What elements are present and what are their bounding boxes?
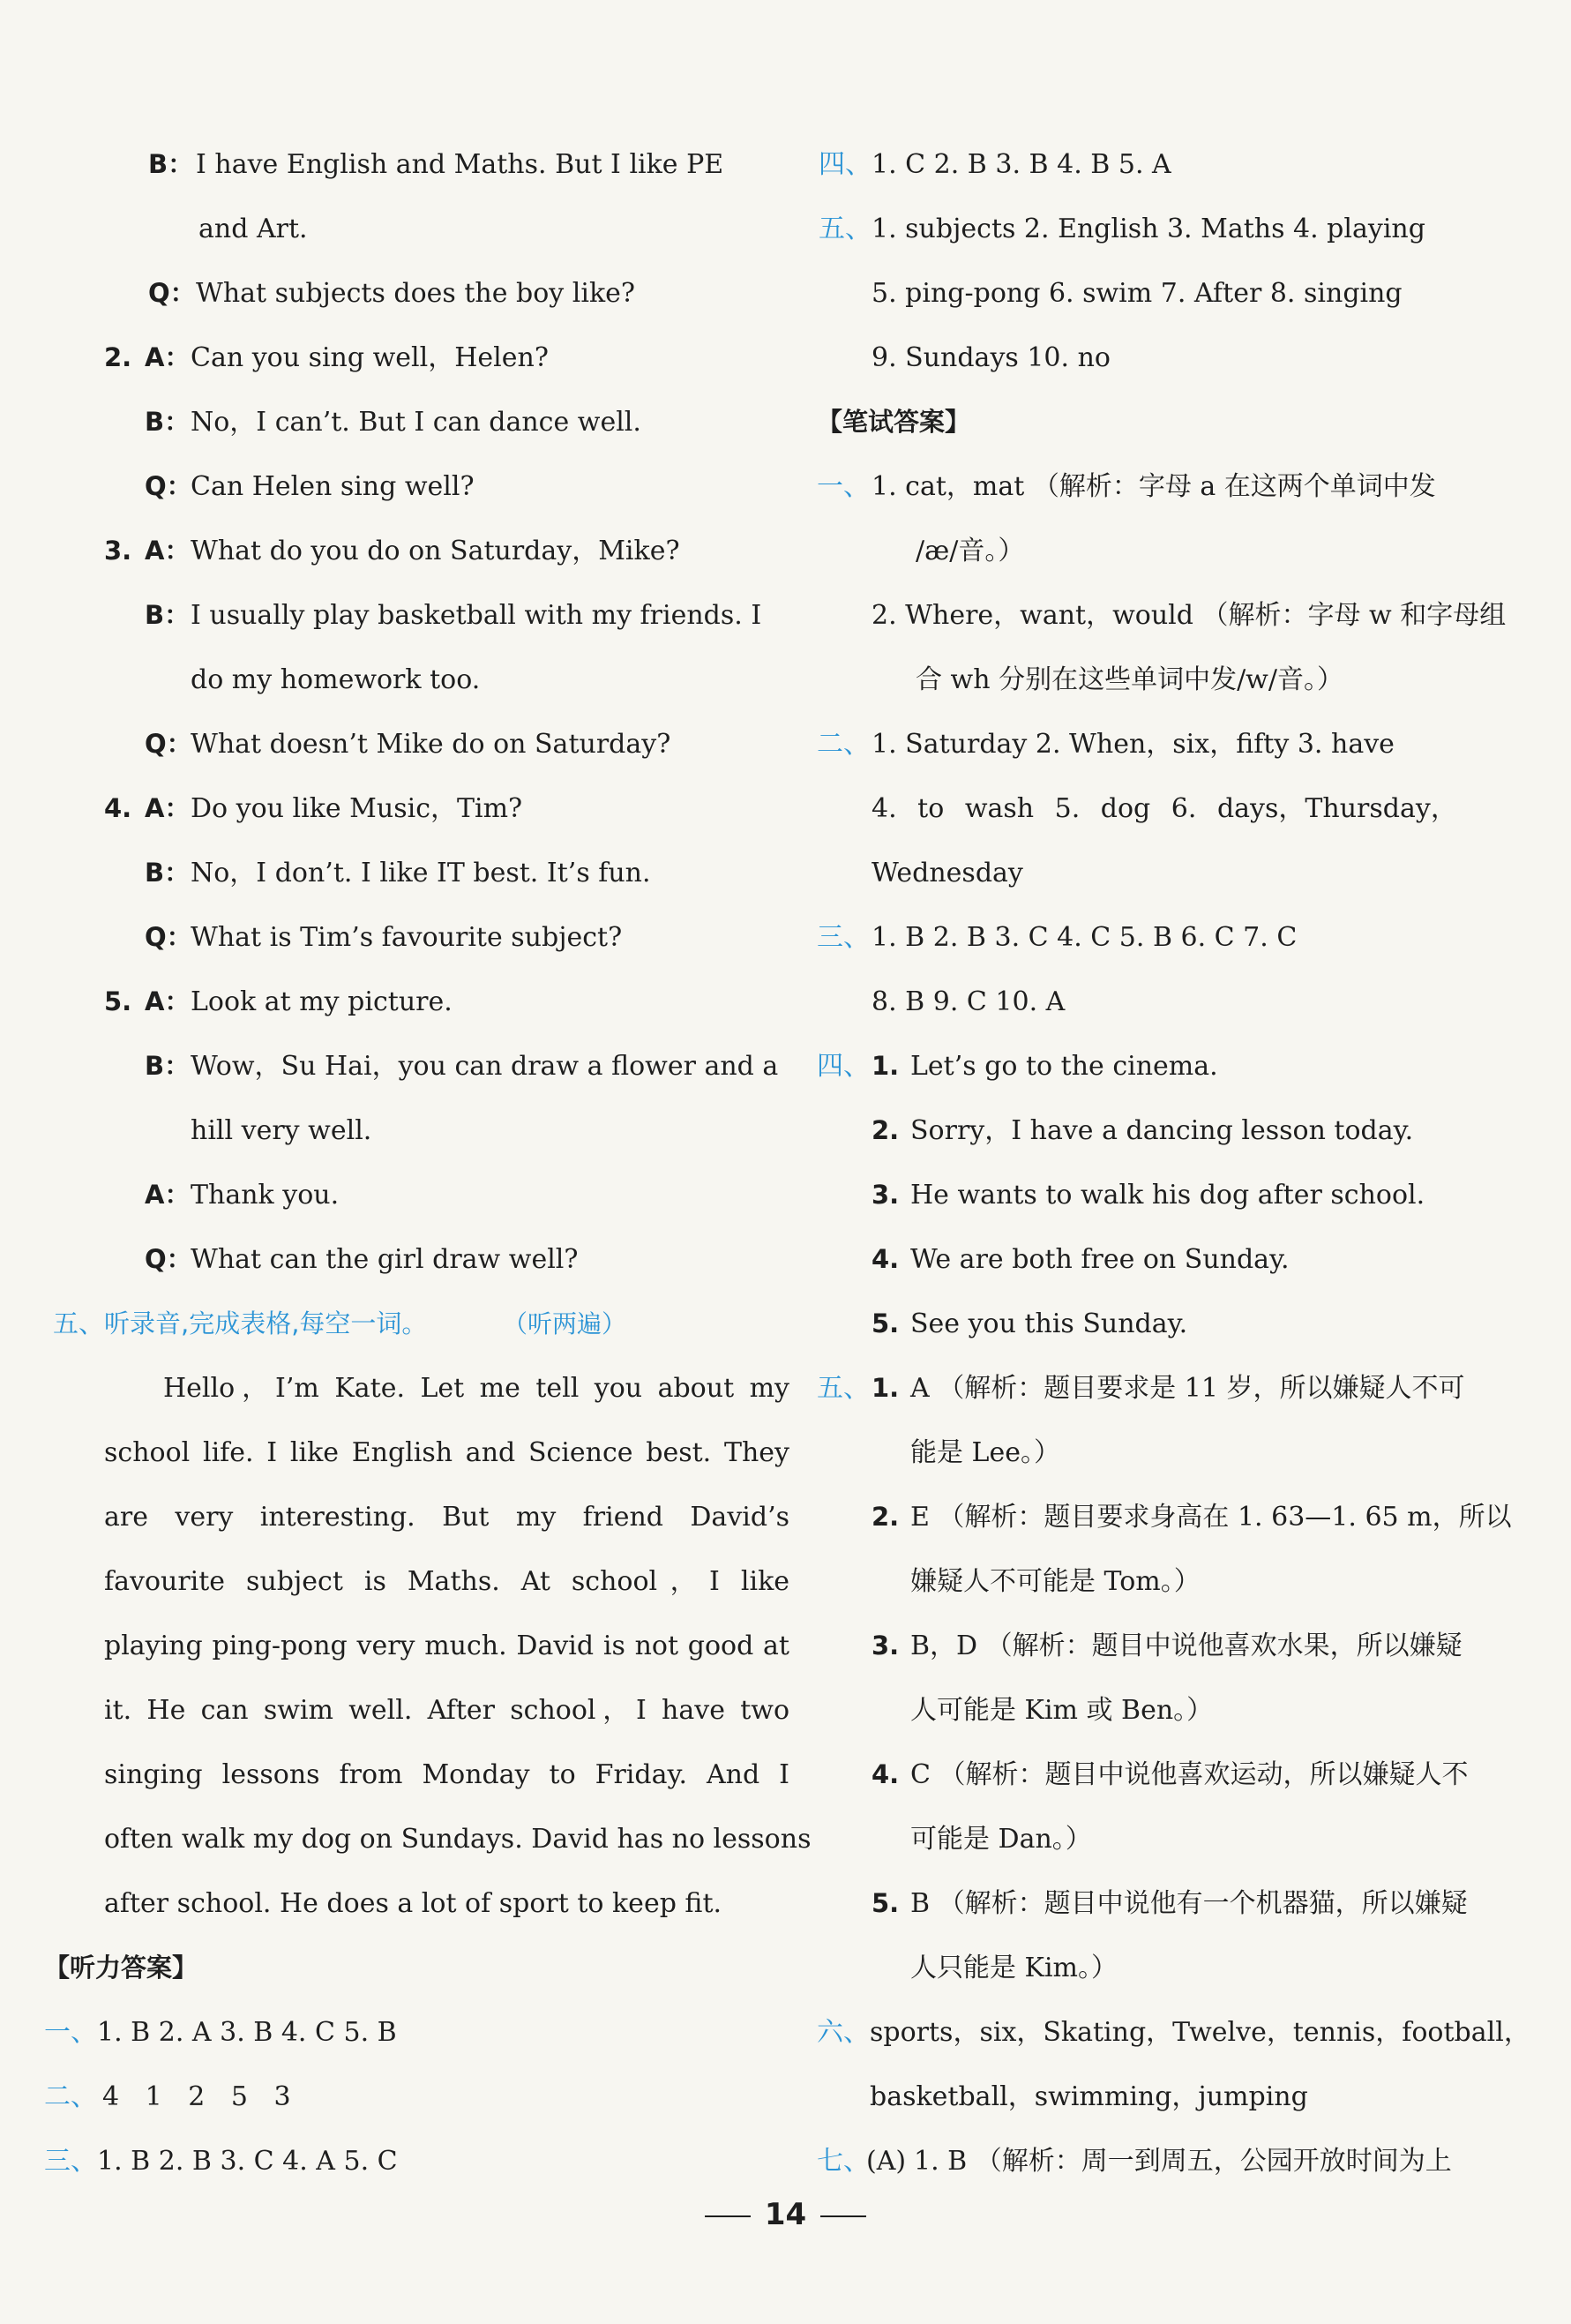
dialogue-4-question: Q： What is Tim’s favourite subject? bbox=[145, 922, 623, 953]
written-answers-heading: 【笔试答案】 bbox=[817, 407, 971, 437]
dialogue-5-a2: A： Thank you. bbox=[145, 1180, 340, 1211]
written-5-item5-line1: 5. B （解析：题目中说他有一个机器猫，所以嫌疑 bbox=[872, 1888, 1468, 1919]
listening-passage bbox=[44, 1356, 812, 1936]
written-5-item3-line2: 人可能是 Kim 或 Ben。） bbox=[910, 1695, 1214, 1726]
dialogue-5-question: Q： What can the girl draw well? bbox=[145, 1244, 579, 1275]
page-number-dash-right bbox=[820, 2215, 866, 2217]
page-number: 14 bbox=[0, 2188, 1571, 2241]
passage-line: often walk my dog on Sundays. David has no lessons bbox=[104, 1824, 812, 1855]
written-2-line2: 4. to wash 5. dog 6. days，Thursday， bbox=[872, 793, 1457, 824]
right-column bbox=[812, 132, 1535, 2193]
written-5-item5-line2: 人只能是 Kim。） bbox=[910, 1953, 1118, 1983]
listening-answer-3: 三、 1. B 2. B 3. C 4. A 5. C bbox=[44, 2146, 398, 2177]
dialogue-5-a1: 5. A： Look at my picture. bbox=[104, 986, 453, 1017]
passage-line: after school. He does a lot of sport to keep fit. bbox=[104, 1888, 722, 1919]
dialogue-3-b-line1: B： I usually play basketball with my friends. I bbox=[145, 600, 762, 631]
dialogue-4-a: 4. A： Do you like Music，Tim? bbox=[104, 793, 523, 824]
written-1-item2-line1: 2. Where，want，would （解析：字母 w 和字母组 bbox=[872, 600, 1507, 631]
written-4-item4: 4. We are both free on Sunday. bbox=[872, 1244, 1290, 1275]
written-3-line1: 三、 1. B 2. B 3. C 4. C 5. B 6. C 7. C bbox=[817, 922, 1298, 953]
listening-answer-5-line3: 9. Sundays 10. no bbox=[872, 342, 1111, 373]
dialogue-2-a: 2. A： Can you sing well，Helen? bbox=[104, 342, 549, 373]
written-2-line1: 二、 1. Saturday 2. When，six，fifty 3. have bbox=[817, 729, 1395, 760]
dialogue-4-b: B： No，I don’t. I like IT best. It’s fun. bbox=[145, 858, 651, 888]
passage-line: playing ping-pong very much. David is not good at bbox=[104, 1631, 789, 1661]
written-7-line1: 七、 (A) 1. B （解析：周一到周五，公园开放时间为上 bbox=[817, 2146, 1452, 2177]
written-1-item1-line2: /æ/音。） bbox=[916, 536, 1025, 566]
listening-answer-5-line2: 5. ping-pong 6. swim 7. After 8. singing bbox=[872, 278, 1403, 309]
passage-line: Hello，I’m Kate. Let me tell you about my bbox=[163, 1373, 789, 1404]
dialogue-1-question: Q： What subjects does the boy like? bbox=[148, 278, 635, 309]
written-4-item1: 四、 1. Let’s go to the cinema. bbox=[817, 1051, 1218, 1082]
written-4-item3: 3. He wants to walk his dog after school. bbox=[872, 1180, 1425, 1211]
written-1-item1-line1: 一、 1. cat，mat （解析：字母 a 在这两个单词中发 bbox=[817, 471, 1436, 502]
written-5-item3-line1: 3. B，D （解析：题目中说他喜欢水果，所以嫌疑 bbox=[872, 1631, 1463, 1661]
listening-answer-4: 四、 1. C 2. B 3. B 4. B 5. A bbox=[819, 149, 1171, 180]
written-5-item1-line1: 五、 1. A （解析：题目要求是 11 岁，所以嫌疑人不可 bbox=[817, 1373, 1465, 1404]
passage-line: are very interesting. But my friend David’s bbox=[104, 1502, 789, 1533]
passage-line: school life. I like English and Science best. They bbox=[104, 1437, 789, 1468]
written-6-line1: 六、 sports，six，Skating，Twelve，tennis，football， bbox=[817, 2017, 1530, 2048]
written-5-item4-line2: 可能是 Dan。） bbox=[910, 1824, 1092, 1855]
dialogue-5-b-line2: hill very well. bbox=[191, 1115, 372, 1146]
dialogue-2-question: Q： Can Helen sing well? bbox=[145, 471, 475, 502]
written-4-item2: 2. Sorry，I have a dancing lesson today. bbox=[872, 1115, 1414, 1146]
dialogue-1-b-line2: and Art. bbox=[198, 214, 308, 244]
written-4-item5: 5. See you this Sunday. bbox=[872, 1308, 1188, 1339]
written-2-line3: Wednesday bbox=[872, 858, 1023, 888]
dialogue-5-b-line1: B： Wow，Su Hai，you can draw a flower and a bbox=[145, 1051, 779, 1082]
written-5-item4-line1: 4. C （解析：题目中说他喜欢运动，所以嫌疑人不 bbox=[872, 1759, 1469, 1790]
page-number-dash-left bbox=[705, 2215, 751, 2217]
dialogue-3-question: Q： What doesn’t Mike do on Saturday? bbox=[145, 729, 671, 760]
left-column bbox=[44, 132, 812, 2193]
dialogue-3-b-line2: do my homework too. bbox=[191, 664, 481, 695]
written-5-item2-line1: 2. E （解析：题目要求身高在 1. 63—1. 65 m，所以 bbox=[872, 1502, 1512, 1533]
written-3-line2: 8. B 9. C 10. A bbox=[872, 986, 1066, 1017]
written-1-item2-line2: 合 wh 分别在这些单词中发/w/音。） bbox=[916, 664, 1343, 695]
section-5-heading: 五、听录音,完成表格,每空一词。 （听两遍） bbox=[53, 1308, 627, 1338]
listening-answer-2: 二、 4 1 2 5 3 bbox=[44, 2081, 291, 2112]
passage-line: singing lessons from Monday to Friday. And I bbox=[104, 1759, 789, 1790]
dialogue-2-b: B： No，I can’t. But I can dance well. bbox=[145, 407, 641, 438]
listening-answer-5-line1: 五、 1. subjects 2. English 3. Maths 4. playing bbox=[819, 214, 1425, 244]
listening-answer-1: 一、 1. B 2. A 3. B 4. C 5. B bbox=[44, 2017, 397, 2048]
passage-line: favourite subject is Maths. At school，I like bbox=[104, 1566, 789, 1597]
written-6-line2: basketball，swimming，jumping bbox=[870, 2081, 1308, 2112]
dialogue-3-a: 3. A： What do you do on Saturday，Mike? bbox=[104, 536, 680, 566]
passage-line: it. He can swim well. After school，I have two bbox=[104, 1695, 789, 1726]
written-5-item1-line2: 能是 Lee。） bbox=[910, 1437, 1060, 1468]
written-5-item2-line2: 嫌疑人不可能是 Tom。） bbox=[910, 1566, 1201, 1597]
dialogue-1-b-line1: B： I have English and Maths. But I like PE bbox=[148, 149, 724, 180]
listening-answers-heading: 【听力答案】 bbox=[44, 1953, 198, 1983]
